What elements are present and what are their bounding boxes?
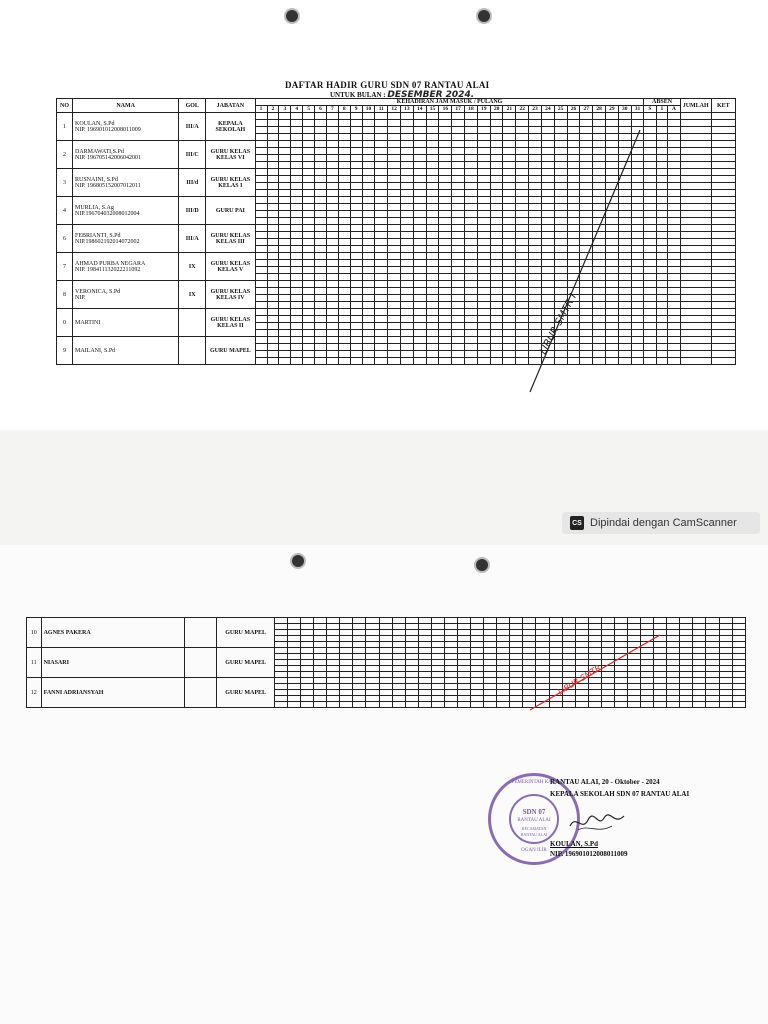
teacher-name: KOULAN, S.Pd: [74, 120, 115, 127]
stamp-line-3: RANTAU ALAI: [517, 818, 551, 823]
jabatan-text: KEPALA SEKOLAH: [215, 120, 246, 133]
jabatan-text: GURU KELAS KELAS III: [210, 232, 251, 245]
day-header: 1: [255, 106, 267, 113]
libur-semester-note: LIBUR SMTR I: [537, 292, 580, 357]
day-header: 25: [554, 106, 567, 113]
col-header-kehadiran: KEHADIRAN JAM MASUK / PULANG: [255, 99, 644, 106]
day-header: 20: [490, 106, 503, 113]
teacher-name: MAILANI, S.Pd: [74, 347, 116, 354]
row-number-text: 1: [62, 123, 66, 130]
day-header: 18: [465, 106, 478, 113]
month-handwritten: DESEMBER 2024.: [387, 90, 475, 100]
day-header: 29: [605, 106, 618, 113]
day-header: 2: [267, 106, 279, 113]
row-number-text: 9: [62, 347, 66, 354]
teacher-nip: NIP. 196705142006042001: [74, 154, 141, 161]
absen-code-header: A: [668, 106, 680, 113]
stamp-line-4: KECAMATAN: [521, 826, 547, 831]
day-header: 16: [439, 106, 452, 113]
teacher-name: RUSNAINI, S.Pd: [74, 176, 118, 183]
day-header: 13: [400, 106, 413, 113]
golongan-text: IX: [188, 291, 196, 298]
day-header: 6: [315, 106, 327, 113]
day-header: 15: [426, 106, 439, 113]
golongan-text: III/A: [185, 235, 199, 242]
teacher-nip: NIP. 196805152007012011: [74, 182, 141, 189]
day-header: 27: [580, 106, 593, 113]
page1-annotation-layer: [0, 0, 768, 430]
jabatan-text: GURU MAPEL: [209, 347, 251, 354]
day-header: 5: [303, 106, 315, 113]
day-header: 19: [477, 106, 490, 113]
day-header: 31: [631, 106, 644, 113]
day-header: 23: [529, 106, 542, 113]
signature-place-date: RANTAU ALAI, 20 - Oktober - 2024: [550, 778, 660, 786]
day-header: 9: [350, 106, 362, 113]
signature-role: KEPALA SEKOLAH SDN 07 RANTAU ALAI: [550, 790, 690, 798]
teacher-name: FEBRIANTI, S.Pd: [74, 232, 121, 239]
golongan-text: III/D: [185, 207, 199, 214]
day-header: 22: [516, 106, 529, 113]
day-header: 4: [291, 106, 303, 113]
jabatan: GURU MAPEL: [217, 678, 275, 708]
day-header: 17: [452, 106, 465, 113]
day-header: 10: [362, 106, 375, 113]
teacher-name: MURLIA, S.Ag: [74, 204, 114, 211]
col-header-jumlah: JUMLAH: [680, 99, 711, 113]
row-number-text: 0: [62, 319, 66, 326]
camscanner-badge: [562, 512, 760, 534]
col-header-nama: NAMA: [72, 99, 178, 113]
teacher-name: MARTINI: [74, 319, 101, 326]
teacher-nip: NIP.: [74, 294, 86, 301]
jabatan-text: GURU PAI: [215, 207, 245, 214]
teacher-name: VERONICA, S.Pd: [74, 288, 121, 295]
row-number: 10: [27, 618, 42, 648]
teacher-name: AGNES PAKERA: [41, 618, 185, 648]
golongan-text: IX: [188, 263, 196, 270]
jabatan-text: GURU KELAS KELAS V: [210, 260, 251, 273]
absen-code-header: S: [644, 106, 656, 113]
stamp-line-5: RANTAU ALAI: [520, 832, 548, 837]
subtitle-prefix: UNTUK BULAN :: [330, 91, 386, 99]
col-header-absen: ABSEN: [644, 99, 680, 106]
day-header: 26: [567, 106, 580, 113]
day-header: 11: [375, 106, 388, 113]
col-header-no: NO: [57, 99, 73, 113]
golongan-text: III/A: [185, 123, 199, 130]
camscanner-text: Dipindai dengan CamScanner: [590, 517, 737, 529]
day-header: 14: [413, 106, 426, 113]
document-title: DAFTAR HADIR GURU SDN 07 RANTAU ALAI: [285, 80, 490, 90]
teacher-nip: NIP.196704032008012004: [74, 210, 140, 217]
teacher-nip: NIP. 196901012008011009: [74, 126, 141, 133]
row-number: 12: [27, 678, 42, 708]
row-number-text: 6: [62, 235, 66, 242]
jabatan-text: GURU KELAS KELAS I: [210, 176, 251, 189]
scan-page-1: [0, 0, 768, 430]
jabatan-text: GURU KELAS KELAS IV: [210, 288, 251, 301]
teacher-name: FANNI ADRIANSYAH: [41, 678, 185, 708]
jabatan-text: GURU KELAS KELAS II: [210, 316, 251, 329]
jabatan-text: GURU KELAS KELAS VI: [210, 148, 251, 161]
golongan-text: III/d: [186, 179, 199, 186]
row-number-text: 3: [62, 179, 66, 186]
teacher-nip: NIP.198602192014072002: [74, 238, 140, 245]
row-number: 11: [27, 648, 42, 678]
signature-nip: NIP. 196901012008011009: [550, 850, 628, 858]
jabatan: GURU MAPEL: [217, 618, 275, 648]
day-header: 24: [541, 106, 554, 113]
stamp-line-1: PEMERINTAH KAB.: [511, 780, 557, 785]
stamp-line-2: SDN 07: [522, 808, 546, 816]
signature-name: KOULAN, S.Pd: [550, 840, 599, 848]
day-header: 3: [279, 106, 291, 113]
col-header-jabatan: JABATAN: [206, 99, 256, 113]
teacher-name: NIASARI: [41, 648, 185, 678]
absen-code-header: I: [656, 106, 668, 113]
teacher-nip: NIP. 198411132022211092: [74, 266, 141, 273]
day-header: 28: [593, 106, 606, 113]
jabatan: GURU MAPEL: [217, 648, 275, 678]
row-number-text: 4: [62, 207, 66, 214]
libur-semester-note-red: LIBUR SMTR: [556, 663, 603, 697]
row-number-text: 2: [62, 151, 66, 158]
day-header: 7: [326, 106, 338, 113]
day-header: 8: [338, 106, 350, 113]
stamp-line-6: OGAN ILIR: [521, 848, 547, 853]
row-number-text: 8: [62, 291, 66, 298]
row-number-text: 7: [62, 263, 66, 270]
teacher-name: DARMAWATI,S.Pd: [74, 148, 124, 155]
day-header: 30: [618, 106, 631, 113]
day-header: 21: [503, 106, 516, 113]
handwritten-signature-icon: [568, 808, 628, 836]
col-header-gol: GOL: [179, 99, 206, 113]
col-header-ket: KET: [711, 99, 735, 113]
golongan-text: III/C: [185, 151, 199, 158]
teacher-name: AHMAD PURBA NEGARA: [74, 260, 146, 267]
camscanner-logo-icon: CS: [570, 516, 584, 530]
day-header: 12: [388, 106, 401, 113]
